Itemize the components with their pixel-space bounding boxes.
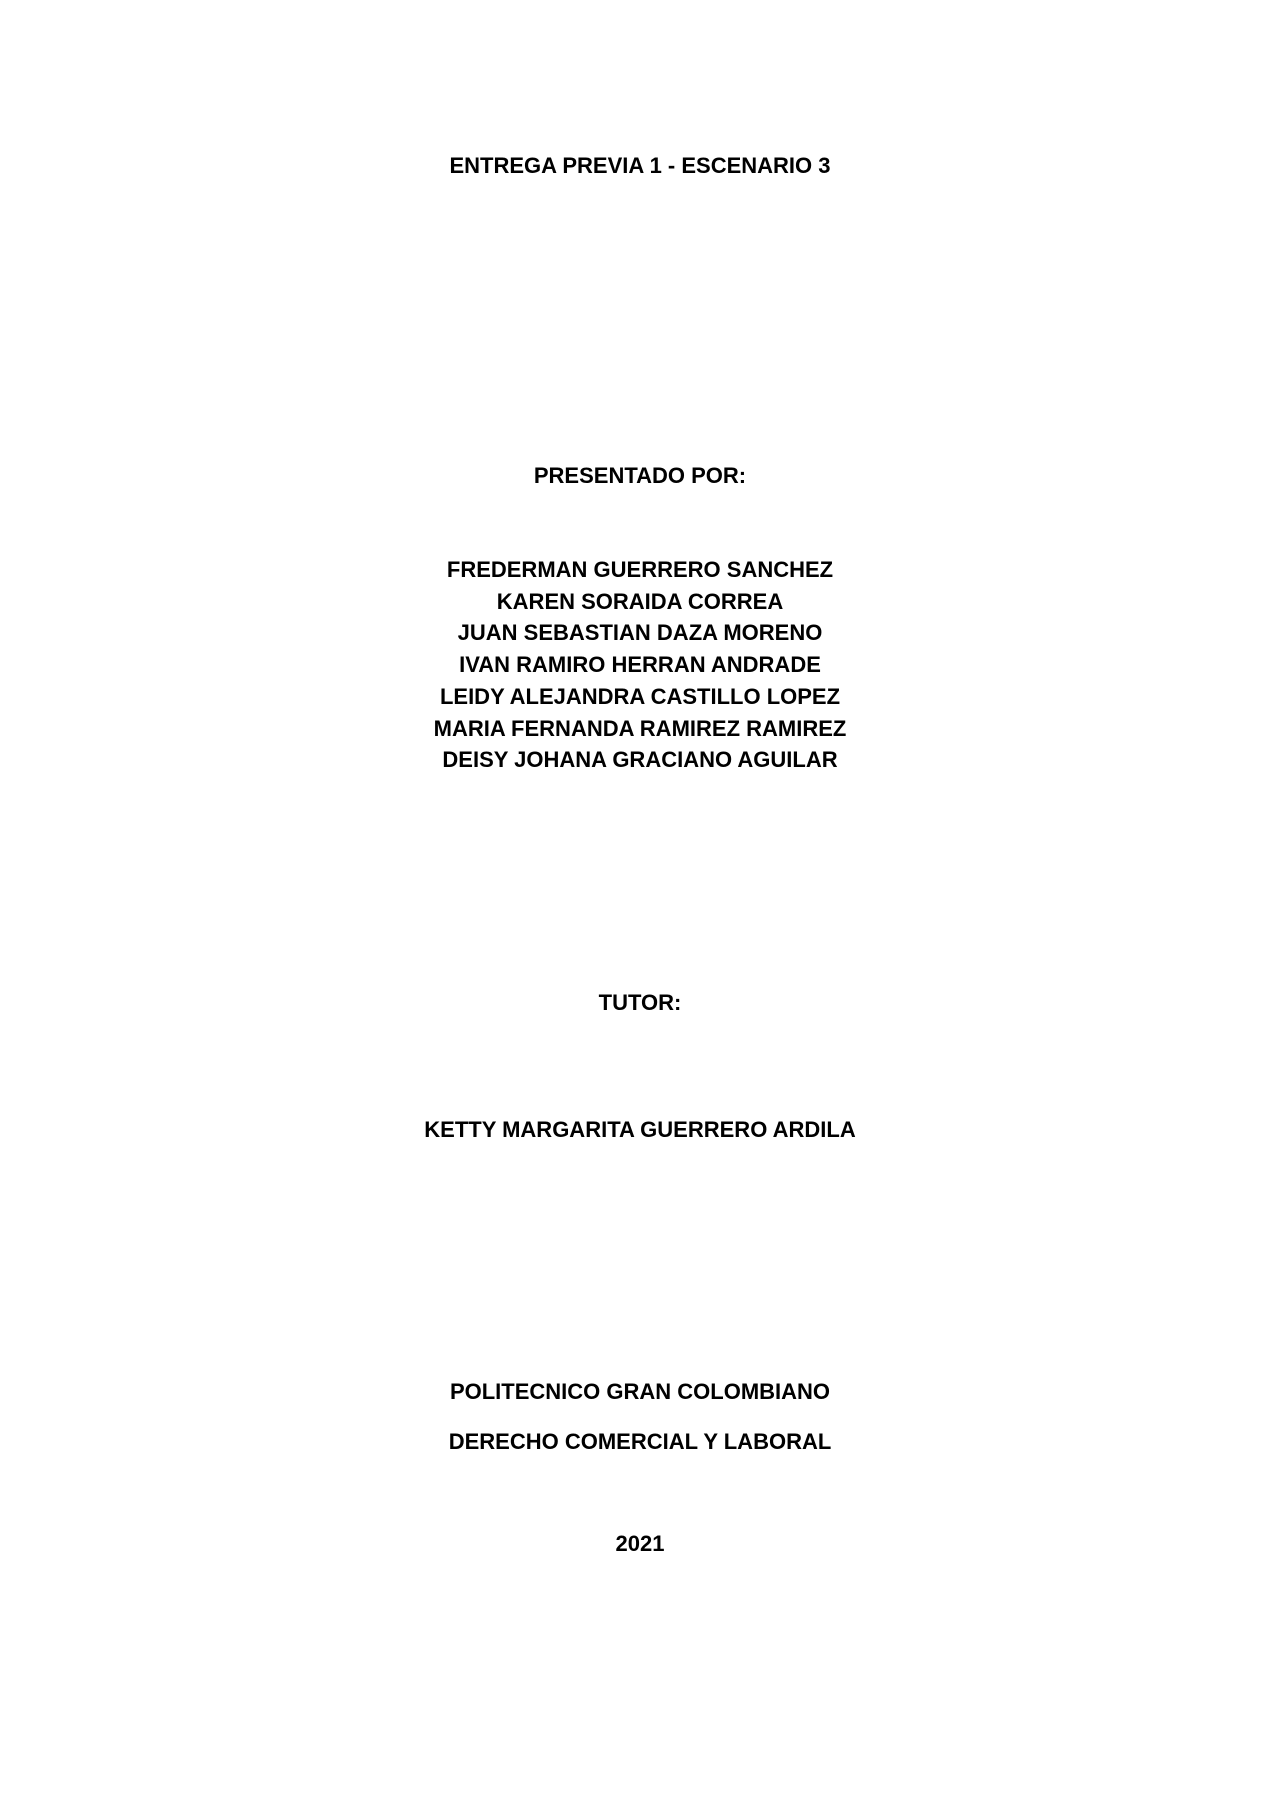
member-name: DEISY JOHANA GRACIANO AGUILAR [442,747,838,773]
member-name: MARIA FERNANDA RAMIREZ RAMIREZ [433,715,847,741]
tutor-name: KETTY MARGARITA GUERRERO ARDILA [424,1117,856,1142]
presented-by-label: PRESENTADO POR: [533,463,747,488]
tutor-label: TUTOR: [598,990,682,1015]
member-name: FREDERMAN GUERRERO SANCHEZ [446,557,834,582]
member-name: KAREN SORAIDA CORREA [496,588,784,614]
year: 2021 [615,1531,665,1556]
member-name: LEIDY ALEJANDRA CASTILLO LOPEZ [439,683,841,709]
document-title: ENTREGA PREVIA 1 - ESCENARIO 3 [449,153,831,178]
members-list [0,554,1280,776]
institution-name: POLITECNICO GRAN COLOMBIANO [449,1379,831,1404]
member-name: IVAN RAMIRO HERRAN ANDRADE [459,652,821,678]
course-name: DERECHO COMERCIAL Y LABORAL [448,1429,832,1454]
member-name: JUAN SEBASTIAN DAZA MORENO [457,620,823,646]
